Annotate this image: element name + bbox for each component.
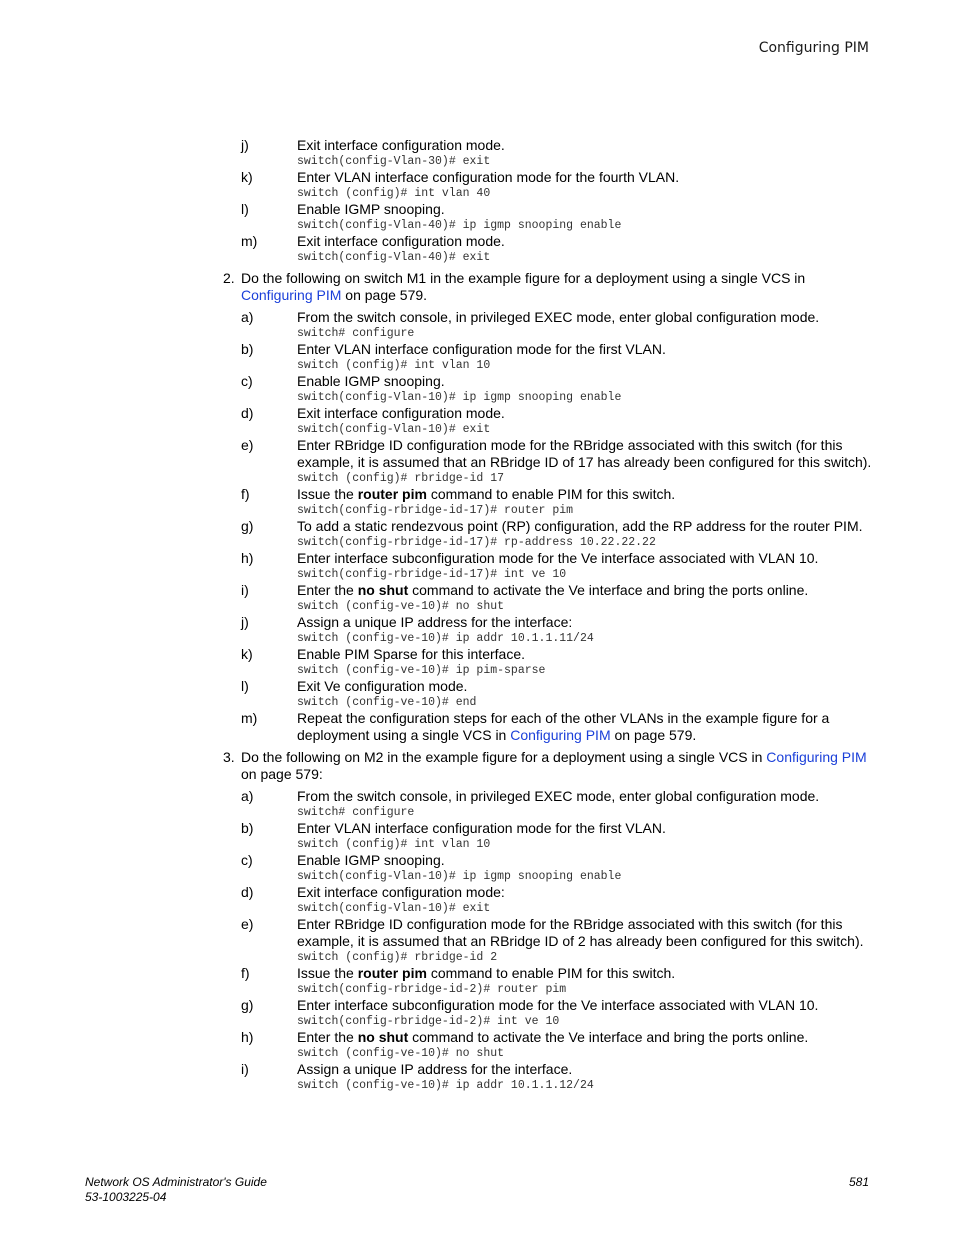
- configuring-pim-link[interactable]: Configuring PIM: [510, 727, 611, 743]
- step-number: 2.: [223, 270, 235, 286]
- substep-label: f): [241, 486, 250, 502]
- substep-i: [0, 582, 954, 614]
- code-line: switch (config)# int vlan 10: [297, 359, 491, 372]
- substep-text: [297, 965, 872, 982]
- substep-text: [297, 486, 872, 503]
- code-line: switch (config-ve-10)# end: [297, 696, 477, 709]
- substep-label: e): [241, 437, 254, 453]
- substep-label: c): [241, 852, 253, 868]
- document-number: 53-1003225-04: [85, 1190, 167, 1204]
- step-text-tail: on page 579:: [241, 766, 323, 782]
- substep-l: [0, 201, 954, 233]
- code-line: switch (config)# int vlan 40: [297, 187, 491, 200]
- substep-label: g): [241, 518, 254, 534]
- step-text: Do the following on M2 in the example figure for a deployment using a single VCS in: [241, 749, 767, 765]
- substep-text: From the switch console, in privileged EXEC mode, enter global configuration mode.: [297, 788, 820, 804]
- code-line: switch(config-Vlan-10)# exit: [297, 423, 491, 436]
- substep-text: Enter RBridge ID configuration mode for the RBridge associated with this switch (for this example, it is assumed that an RBridge ID of 2 has already been configured for this switch).: [297, 916, 864, 949]
- code-line: switch(config-rbridge-id-17)# router pim: [297, 504, 574, 517]
- code-line: switch(config-Vlan-10)# ip igmp snooping enable: [297, 391, 622, 404]
- code-line: switch(config-Vlan-40)# exit: [297, 251, 491, 264]
- code-line: switch(config-rbridge-id-17)# int ve 10: [297, 568, 567, 581]
- command-name: no shut: [357, 1029, 409, 1045]
- substep-label: d): [241, 405, 254, 421]
- code-line: switch(config-rbridge-id-2)# int ve 10: [297, 1015, 560, 1028]
- substep-text: Enter VLAN interface configuration mode for the first VLAN.: [297, 820, 666, 836]
- substep-text: Exit Ve configuration mode.: [297, 678, 468, 694]
- substep-text: Exit interface configuration mode.: [297, 405, 505, 421]
- substep-text: Enter VLAN interface configuration mode for the fourth VLAN.: [297, 169, 680, 185]
- substep-c: [0, 852, 954, 884]
- code-line: switch (config-ve-10)# no shut: [297, 1047, 505, 1060]
- intro-substeps: [0, 137, 954, 265]
- substep-text: Enter interface subconfiguration mode for the Ve interface associated with VLAN 10.: [297, 550, 819, 566]
- page-number: 581: [848, 1175, 869, 1189]
- substep-m: [0, 233, 954, 265]
- configuring-pim-link[interactable]: Configuring PIM: [766, 749, 867, 765]
- substep-label: g): [241, 997, 254, 1013]
- page-content: [0, 137, 954, 1093]
- code-line: switch (config)# rbridge-id 2: [297, 951, 498, 964]
- command-name: no shut: [357, 582, 409, 598]
- substep-label: j): [241, 137, 249, 153]
- substep-text: [297, 710, 872, 744]
- substep-text: From the switch console, in privileged EXEC mode, enter global configuration mode.: [297, 309, 820, 325]
- text-segment: on page 579.: [610, 727, 697, 743]
- substep-c: [0, 373, 954, 405]
- substep-text: Assign a unique IP address for the interface:: [297, 614, 573, 630]
- code-line: switch(config-Vlan-10)# ip igmp snooping enable: [297, 870, 622, 883]
- step-text-tail: on page 579.: [341, 287, 428, 303]
- substep-label: l): [241, 678, 249, 694]
- substep-text: Enable IGMP snooping.: [297, 373, 445, 389]
- substep-h: [0, 550, 954, 582]
- step-2: [223, 270, 872, 304]
- step-2-substeps: [0, 309, 954, 744]
- code-line: switch (config-ve-10)# ip addr 10.1.1.12/24: [297, 1079, 594, 1092]
- command-name: router pim: [357, 965, 427, 981]
- substep-g: [0, 518, 954, 550]
- substep-text: Assign a unique IP address for the interface.: [297, 1061, 573, 1077]
- configuring-pim-link[interactable]: Configuring PIM: [241, 287, 342, 303]
- substep-label: a): [241, 788, 254, 804]
- substep-label: h): [241, 1029, 254, 1045]
- substep-i: [0, 1061, 954, 1093]
- substep-j: [0, 137, 954, 169]
- page-header-title: Configuring PIM: [758, 40, 869, 56]
- code-line: switch(config-Vlan-40)# ip igmp snooping enable: [297, 219, 622, 232]
- text-segment: command to enable PIM for this switch.: [426, 965, 676, 981]
- code-line: switch (config-ve-10)# ip addr 10.1.1.11/24: [297, 632, 594, 645]
- substep-label: e): [241, 916, 254, 932]
- substep-k: [0, 169, 954, 201]
- guide-title: Network OS Administrator's Guide: [85, 1175, 267, 1189]
- substep-label: l): [241, 201, 249, 217]
- step-text: Do the following on switch M1 in the example figure for a deployment using a single VCS in: [241, 270, 806, 286]
- text-segment: Issue the: [297, 486, 358, 502]
- substep-label: b): [241, 341, 254, 357]
- substep-d: [0, 405, 954, 437]
- substep-label: a): [241, 309, 254, 325]
- substep-label: i): [241, 582, 249, 598]
- code-line: switch (config)# int vlan 10: [297, 838, 491, 851]
- text-segment: command to activate the Ve interface and bring the ports online.: [408, 582, 809, 598]
- page-footer: [85, 1175, 267, 1205]
- substep-m: [0, 710, 954, 744]
- substep-j: [0, 614, 954, 646]
- text-segment: command to activate the Ve interface and bring the ports online.: [408, 1029, 809, 1045]
- code-line: switch (config)# rbridge-id 17: [297, 472, 505, 485]
- substep-e: [0, 437, 954, 486]
- substep-k: [0, 646, 954, 678]
- substep-text: To add a static rendezvous point (RP) configuration, add the RP address for the router PIM.: [297, 518, 863, 534]
- substep-label: m): [241, 233, 258, 249]
- substep-a: [0, 309, 954, 341]
- text-segment: Enter the: [297, 582, 358, 598]
- substep-text: Enable IGMP snooping.: [297, 201, 445, 217]
- substep-a: [0, 788, 954, 820]
- command-name: router pim: [357, 486, 427, 502]
- step-3: [223, 749, 872, 783]
- substep-b: [0, 820, 954, 852]
- substep-f: [0, 965, 954, 997]
- substep-h: [0, 1029, 954, 1061]
- substep-text: [297, 582, 872, 599]
- text-segment: command to enable PIM for this switch.: [426, 486, 676, 502]
- code-line: switch(config-Vlan-30)# exit: [297, 155, 491, 168]
- substep-label: f): [241, 965, 250, 981]
- step-number: 3.: [223, 749, 235, 765]
- text-segment: Enter the: [297, 1029, 358, 1045]
- substep-text: Exit interface configuration mode.: [297, 137, 505, 153]
- code-line: switch (config-ve-10)# no shut: [297, 600, 505, 613]
- substep-label: h): [241, 550, 254, 566]
- substep-text: Enter RBridge ID configuration mode for the RBridge associated with this switch (for this example, it is assumed that an RBridge ID of 17 has already been configured for this switch).: [297, 437, 872, 470]
- substep-label: c): [241, 373, 253, 389]
- substep-text: Exit interface configuration mode.: [297, 233, 505, 249]
- substep-g: [0, 997, 954, 1029]
- code-line: switch# configure: [297, 327, 415, 340]
- substep-text: [297, 1029, 872, 1046]
- substep-text: Enable IGMP snooping.: [297, 852, 445, 868]
- substep-text: Enable PIM Sparse for this interface.: [297, 646, 525, 662]
- substep-label: k): [241, 646, 253, 662]
- substep-label: b): [241, 820, 254, 836]
- code-line: switch# configure: [297, 806, 415, 819]
- substep-label: m): [241, 710, 258, 726]
- code-line: switch(config-rbridge-id-2)# router pim: [297, 983, 567, 996]
- substep-label: k): [241, 169, 253, 185]
- code-line: switch(config-rbridge-id-17)# rp-address 10.22.22.22: [297, 536, 656, 549]
- text-segment: Repeat the configuration steps for each of the other VLANs in the example figure for a deployment using a single VCS in: [297, 710, 830, 743]
- code-line: switch (config-ve-10)# ip pim-sparse: [297, 664, 546, 677]
- substep-label: d): [241, 884, 254, 900]
- code-line: switch(config-Vlan-10)# exit: [297, 902, 491, 915]
- substep-f: [0, 486, 954, 518]
- substep-b: [0, 341, 954, 373]
- substep-text: Enter VLAN interface configuration mode for the first VLAN.: [297, 341, 666, 357]
- step-3-substeps: [0, 788, 954, 1093]
- substep-label: i): [241, 1061, 249, 1077]
- text-segment: Issue the: [297, 965, 358, 981]
- substep-text: Enter interface subconfiguration mode for the Ve interface associated with VLAN 10.: [297, 997, 819, 1013]
- substep-text: Exit interface configuration mode:: [297, 884, 505, 900]
- substep-e: [0, 916, 954, 965]
- substep-l: [0, 678, 954, 710]
- substep-d: [0, 884, 954, 916]
- substep-label: j): [241, 614, 249, 630]
